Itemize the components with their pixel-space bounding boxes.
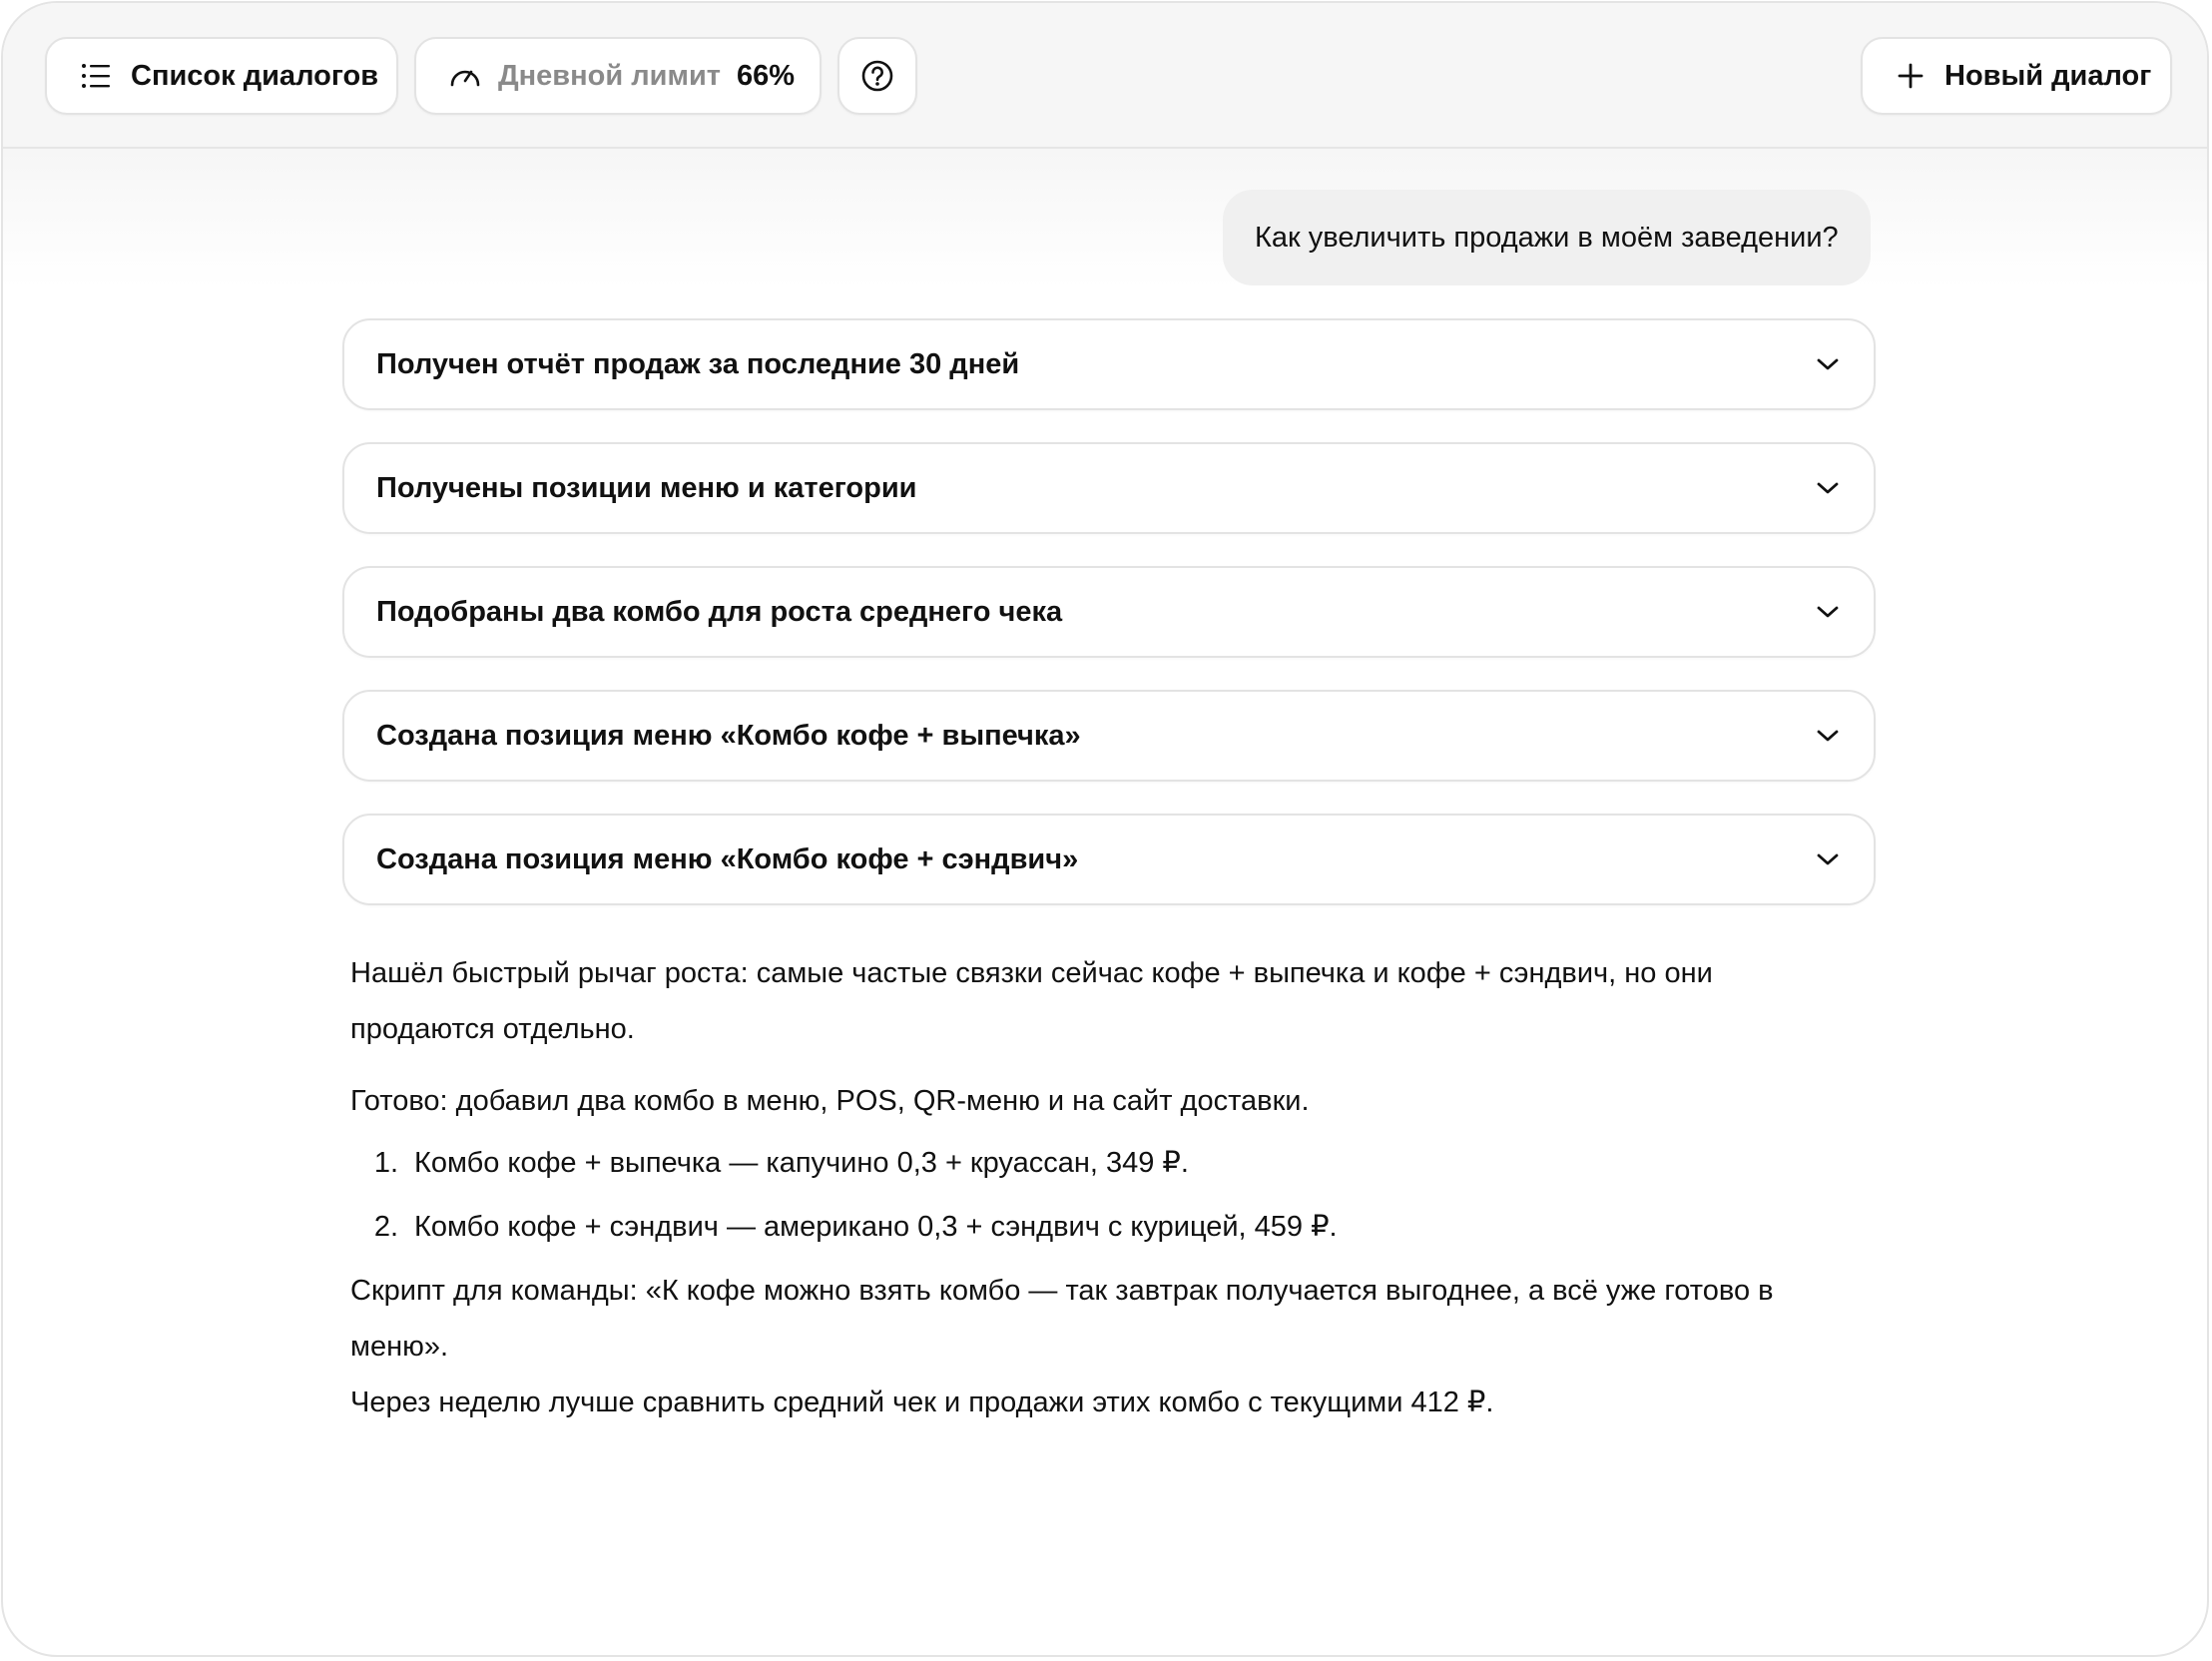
daily-limit-button[interactable] (414, 37, 822, 115)
answer-paragraph: Через неделю лучше сравнить средний чек и продажи этих комбо с текущими 412 ₽. (350, 1386, 1494, 1418)
list-icon (81, 63, 131, 89)
answer-paragraph: Скрипт для команды: «К кофе можно взять комбо — так завтрак получается выгоднее, а всё уже готово в меню». (350, 1275, 1774, 1363)
gauge-icon (448, 61, 498, 91)
plus-icon (1897, 62, 1944, 90)
list-item-number: 2. (373, 1211, 398, 1243)
tool-step[interactable] (342, 690, 1876, 782)
list-item-number: 1. (373, 1147, 398, 1179)
list-item (350, 1135, 1828, 1191)
dialogs-list-label: Список диалогов (131, 59, 379, 92)
daily-limit-value: 66% (736, 59, 796, 92)
new-dialog-label: Новый диалог (1944, 59, 2152, 92)
answer-paragraph: Готово: добавил два комбо в меню, POS, QR-меню и на сайт доставки. (350, 1085, 1310, 1117)
assistant-answer (350, 945, 1828, 1430)
list-item-text: Комбо кофе + выпечка — капучино 0,3 + круассан, 349 ₽. (414, 1147, 1189, 1179)
tool-step-label: Создана позиция меню «Комбо кофе + выпечка» (376, 719, 1081, 752)
chevron-down-icon[interactable] (1816, 357, 1840, 371)
user-message-bubble: Как увеличить продажи в моём заведении? (1223, 190, 1871, 285)
top-bar (3, 3, 2207, 149)
chevron-down-icon[interactable] (1816, 605, 1840, 619)
tool-step[interactable] (342, 442, 1876, 534)
list-item (350, 1199, 1828, 1255)
chevron-down-icon[interactable] (1816, 852, 1840, 866)
daily-limit-label: Дневной лимит (498, 59, 721, 92)
dialogs-list-button[interactable] (45, 37, 398, 115)
tool-step-label: Получен отчёт продаж за последние 30 дней (376, 347, 1020, 380)
chevron-down-icon[interactable] (1816, 481, 1840, 495)
header-fade (3, 149, 2207, 288)
tool-step-label: Создана позиция меню «Комбо кофе + сэндвич» (376, 842, 1079, 875)
tool-step-label: Подобраны два комбо для роста среднего чека (376, 595, 1063, 628)
help-button[interactable] (837, 37, 917, 115)
question-circle-icon (860, 59, 894, 93)
tool-steps (342, 318, 1876, 937)
combo-list (350, 1135, 1828, 1255)
tool-step[interactable] (342, 318, 1876, 410)
tool-step[interactable] (342, 566, 1876, 658)
answer-paragraph: Нашёл быстрый рычаг роста: самые частые связки сейчас кофе + выпечка и кофе + сэндвич, но они продаются отдельно. (350, 957, 1713, 1045)
list-item-text: Комбо кофе + сэндвич — американо 0,3 + сэндвич с курицей, 459 ₽. (414, 1211, 1338, 1243)
new-dialog-button[interactable] (1861, 37, 2172, 115)
chevron-down-icon[interactable] (1816, 729, 1840, 743)
app-window (1, 1, 2209, 1657)
tool-step[interactable] (342, 814, 1876, 905)
tool-step-label: Получены позиции меню и категории (376, 471, 917, 504)
